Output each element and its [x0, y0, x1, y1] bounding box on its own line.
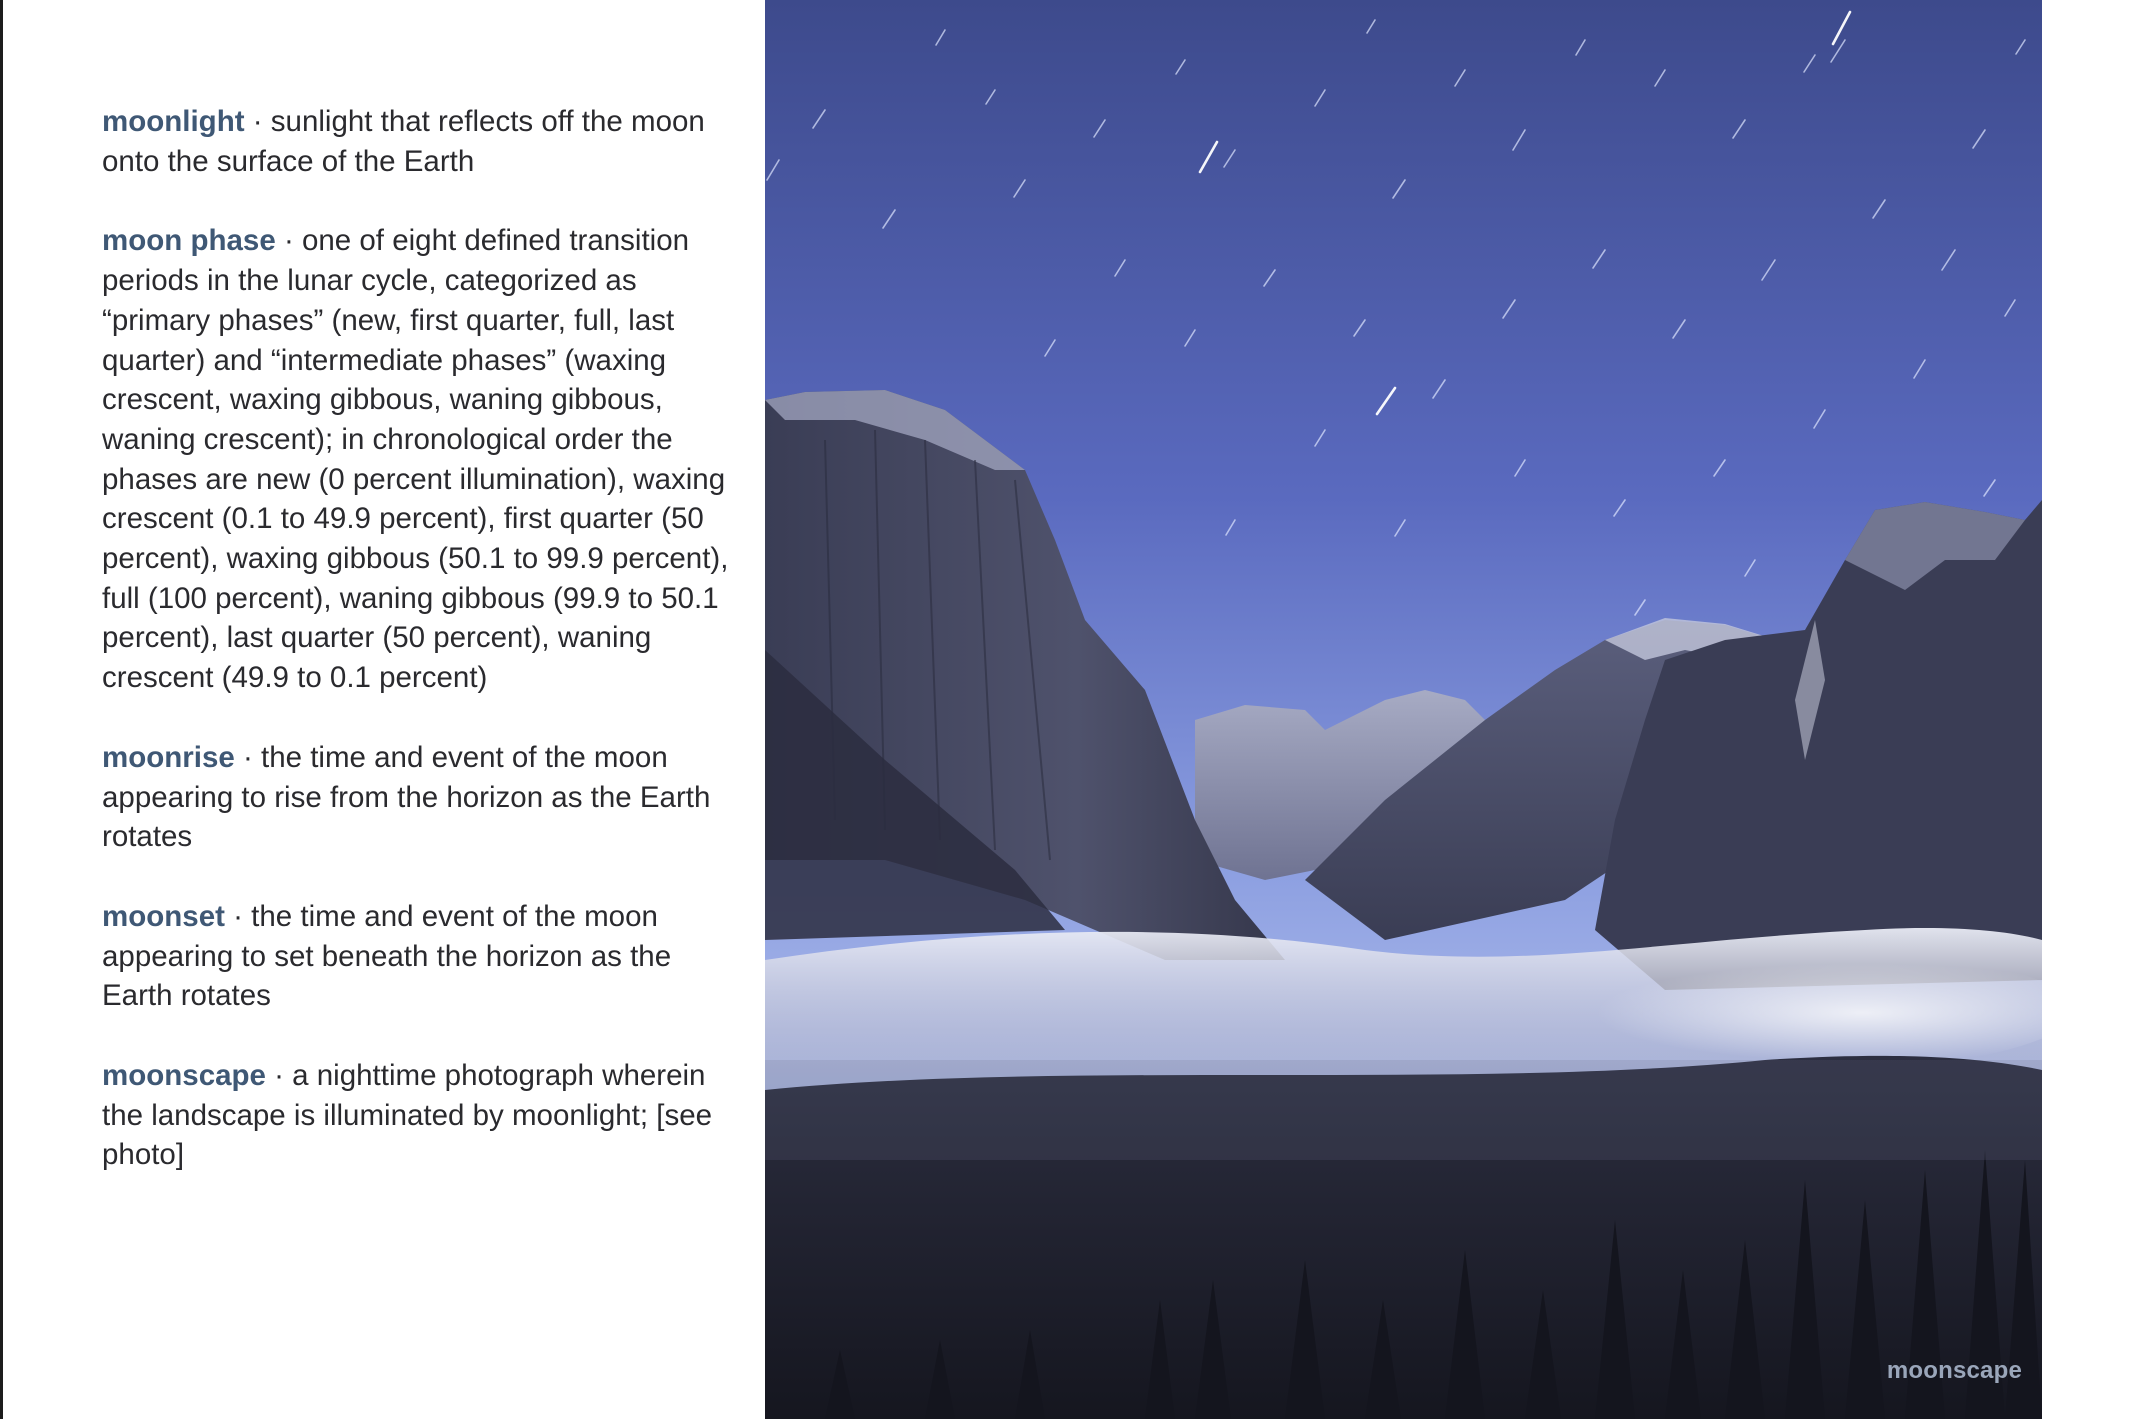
moonscape-illustration	[765, 0, 2042, 1419]
glossary-separator: ·	[242, 740, 253, 774]
glossary-separator: ·	[283, 224, 294, 258]
glossary-term: moonlight	[102, 105, 245, 138]
glossary-separator: ·	[274, 1059, 284, 1093]
glossary-definition: sunlight that reflects off the moon onto the surface of the Earth	[102, 105, 705, 178]
glossary-definition: the time and event of the moon appearing to rise from the horizon as the Earth rotates	[102, 740, 711, 854]
glossary-entry-moonlight	[102, 102, 742, 181]
glossary-term: moonrise	[102, 740, 235, 774]
glossary-entry-moonset	[102, 897, 742, 1016]
glossary-definition: a nighttime photograph wherein the landscape is illuminated by moonlight; [see photo]	[102, 1059, 713, 1172]
glossary	[102, 102, 742, 1215]
glossary-definition: the time and event of the moon appearing to set beneath the horizon as the Earth rotates	[102, 899, 672, 1013]
glossary-separator: ·	[233, 899, 243, 933]
glossary-entry-moonrise	[102, 738, 742, 857]
glossary-term: moonscape	[102, 1059, 266, 1093]
glossary-entry-moon-phase	[102, 221, 742, 697]
glossary-term: moonset	[102, 899, 225, 933]
glossary-definition: one of eight defined transition periods in the lunar cycle, categorized as “primary phases” (new, first quarter, full, last quarter) and “intermediate phases” (waxing crescent, waxing gibbous, waning gibbous, waning crescent); in chronological order the phases are new (0 percent illumination), waxing crescent (0.1 to 49.9 percent), first quarter (50 percent), waxing gibbous (50.1 to 99.9 percent), full (100 percent), waning gibbous (99.9 to 50.1 percent), last quarter (50 percent), waning crescent (49.9 to 0.1 percent)	[102, 224, 729, 695]
glossary-term: moon phase	[102, 224, 276, 258]
photo-caption: moonscape	[1886, 1357, 2022, 1384]
glossary-entry-moonscape	[102, 1056, 742, 1175]
moonscape-photo	[765, 0, 2042, 1419]
glossary-separator: ·	[252, 105, 263, 138]
page-edge	[0, 0, 3, 1419]
